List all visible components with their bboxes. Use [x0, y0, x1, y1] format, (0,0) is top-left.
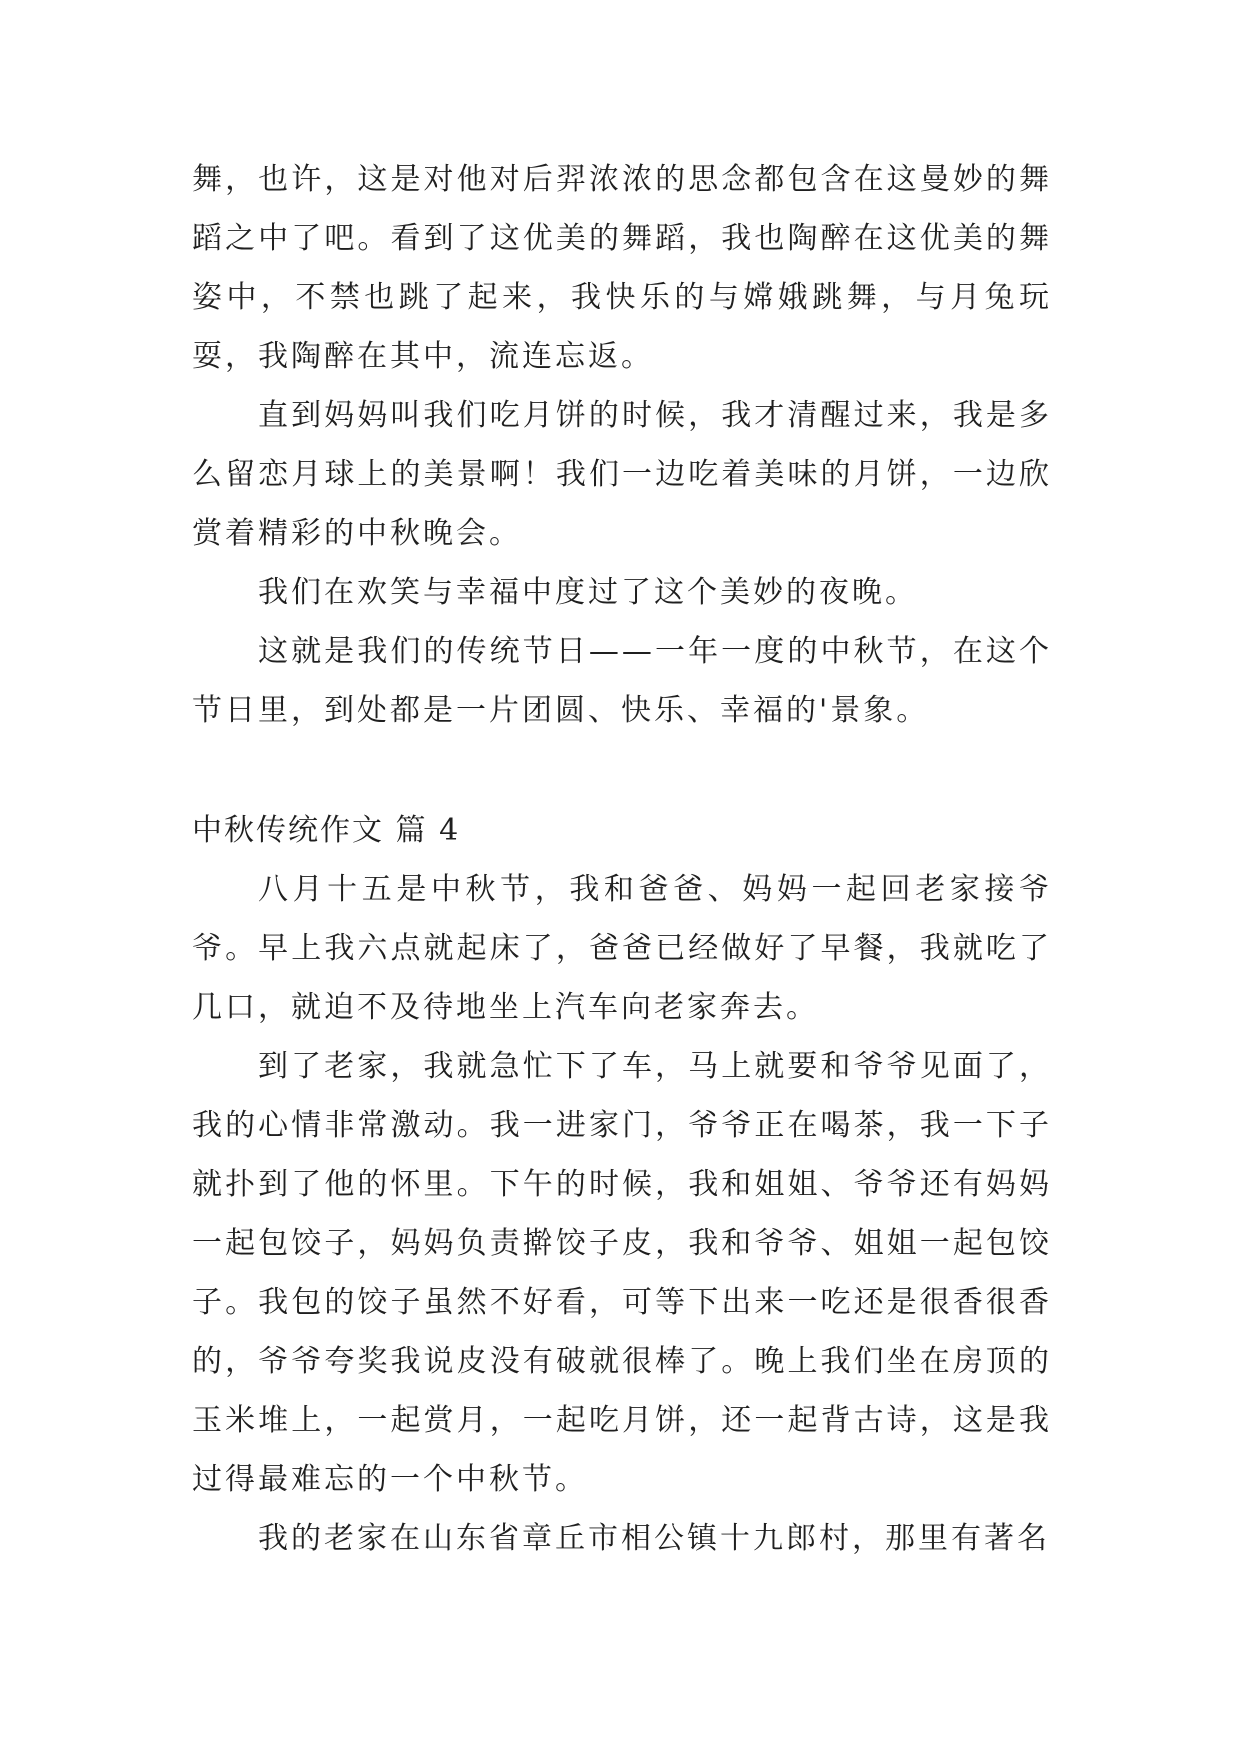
section-title: 中秋传统作文 篇 4 — [192, 813, 461, 848]
paragraph-truncated: 我的老家在山东省章丘市相公镇十九郎村，那里有著名 — [258, 1521, 1050, 1556]
paragraph: 到了老家，我就急忙下了车，马上就要和爷爷见面了，我的心情非常激动。我一进家门，爷爷正在喝茶，我一下子就扑到了他的怀里。下午的时候，我和姐姐、爷爷还有妈妈一起包饺子，妈妈负责擀饺子皮，我和爷爷、姐姐一起包饺子。我包的饺子虽然不好看，可等下出来一吃还是很香很香的，爷爷夸奖我说皮没有破就很棒了。晚上我们坐在房顶的玉米堆上，一起赏月，一起吃月饼，还一起背古诗，这是我过得最难忘的一个中秋节。 — [192, 1049, 1052, 1497]
paragraph-continued: 舞，也许，这是对他对后羿浓浓的思念都包含在这曼妙的舞蹈之中了吧。看到了这优美的舞蹈，我也陶醉在这优美的舞姿中，不禁也跳了起来，我快乐的与嫦娥跳舞，与月兔玩耍，我陶醉在其中，流连忘返。 — [192, 162, 1052, 374]
paragraph: 直到妈妈叫我们吃月饼的时候，我才清醒过来，我是多么留恋月球上的美景啊！我们一边吃着美味的月饼，一边欣赏着精彩的中秋晚会。 — [192, 398, 1052, 551]
paragraph: 我们在欢笑与幸福中度过了这个美妙的夜晚。 — [258, 575, 918, 610]
paragraph: 八月十五是中秋节，我和爸爸、妈妈一起回老家接爷爷。早上我六点就起床了，爸爸已经做好了早餐，我就吃了几口，就迫不及待地坐上汽车向老家奔去。 — [192, 872, 1052, 1025]
document-body — [192, 150, 1052, 1568]
paragraph: 这就是我们的传统节日——一年一度的中秋节，在这个节日里，到处都是一片团圆、快乐、幸福的'景象。 — [192, 634, 1052, 728]
